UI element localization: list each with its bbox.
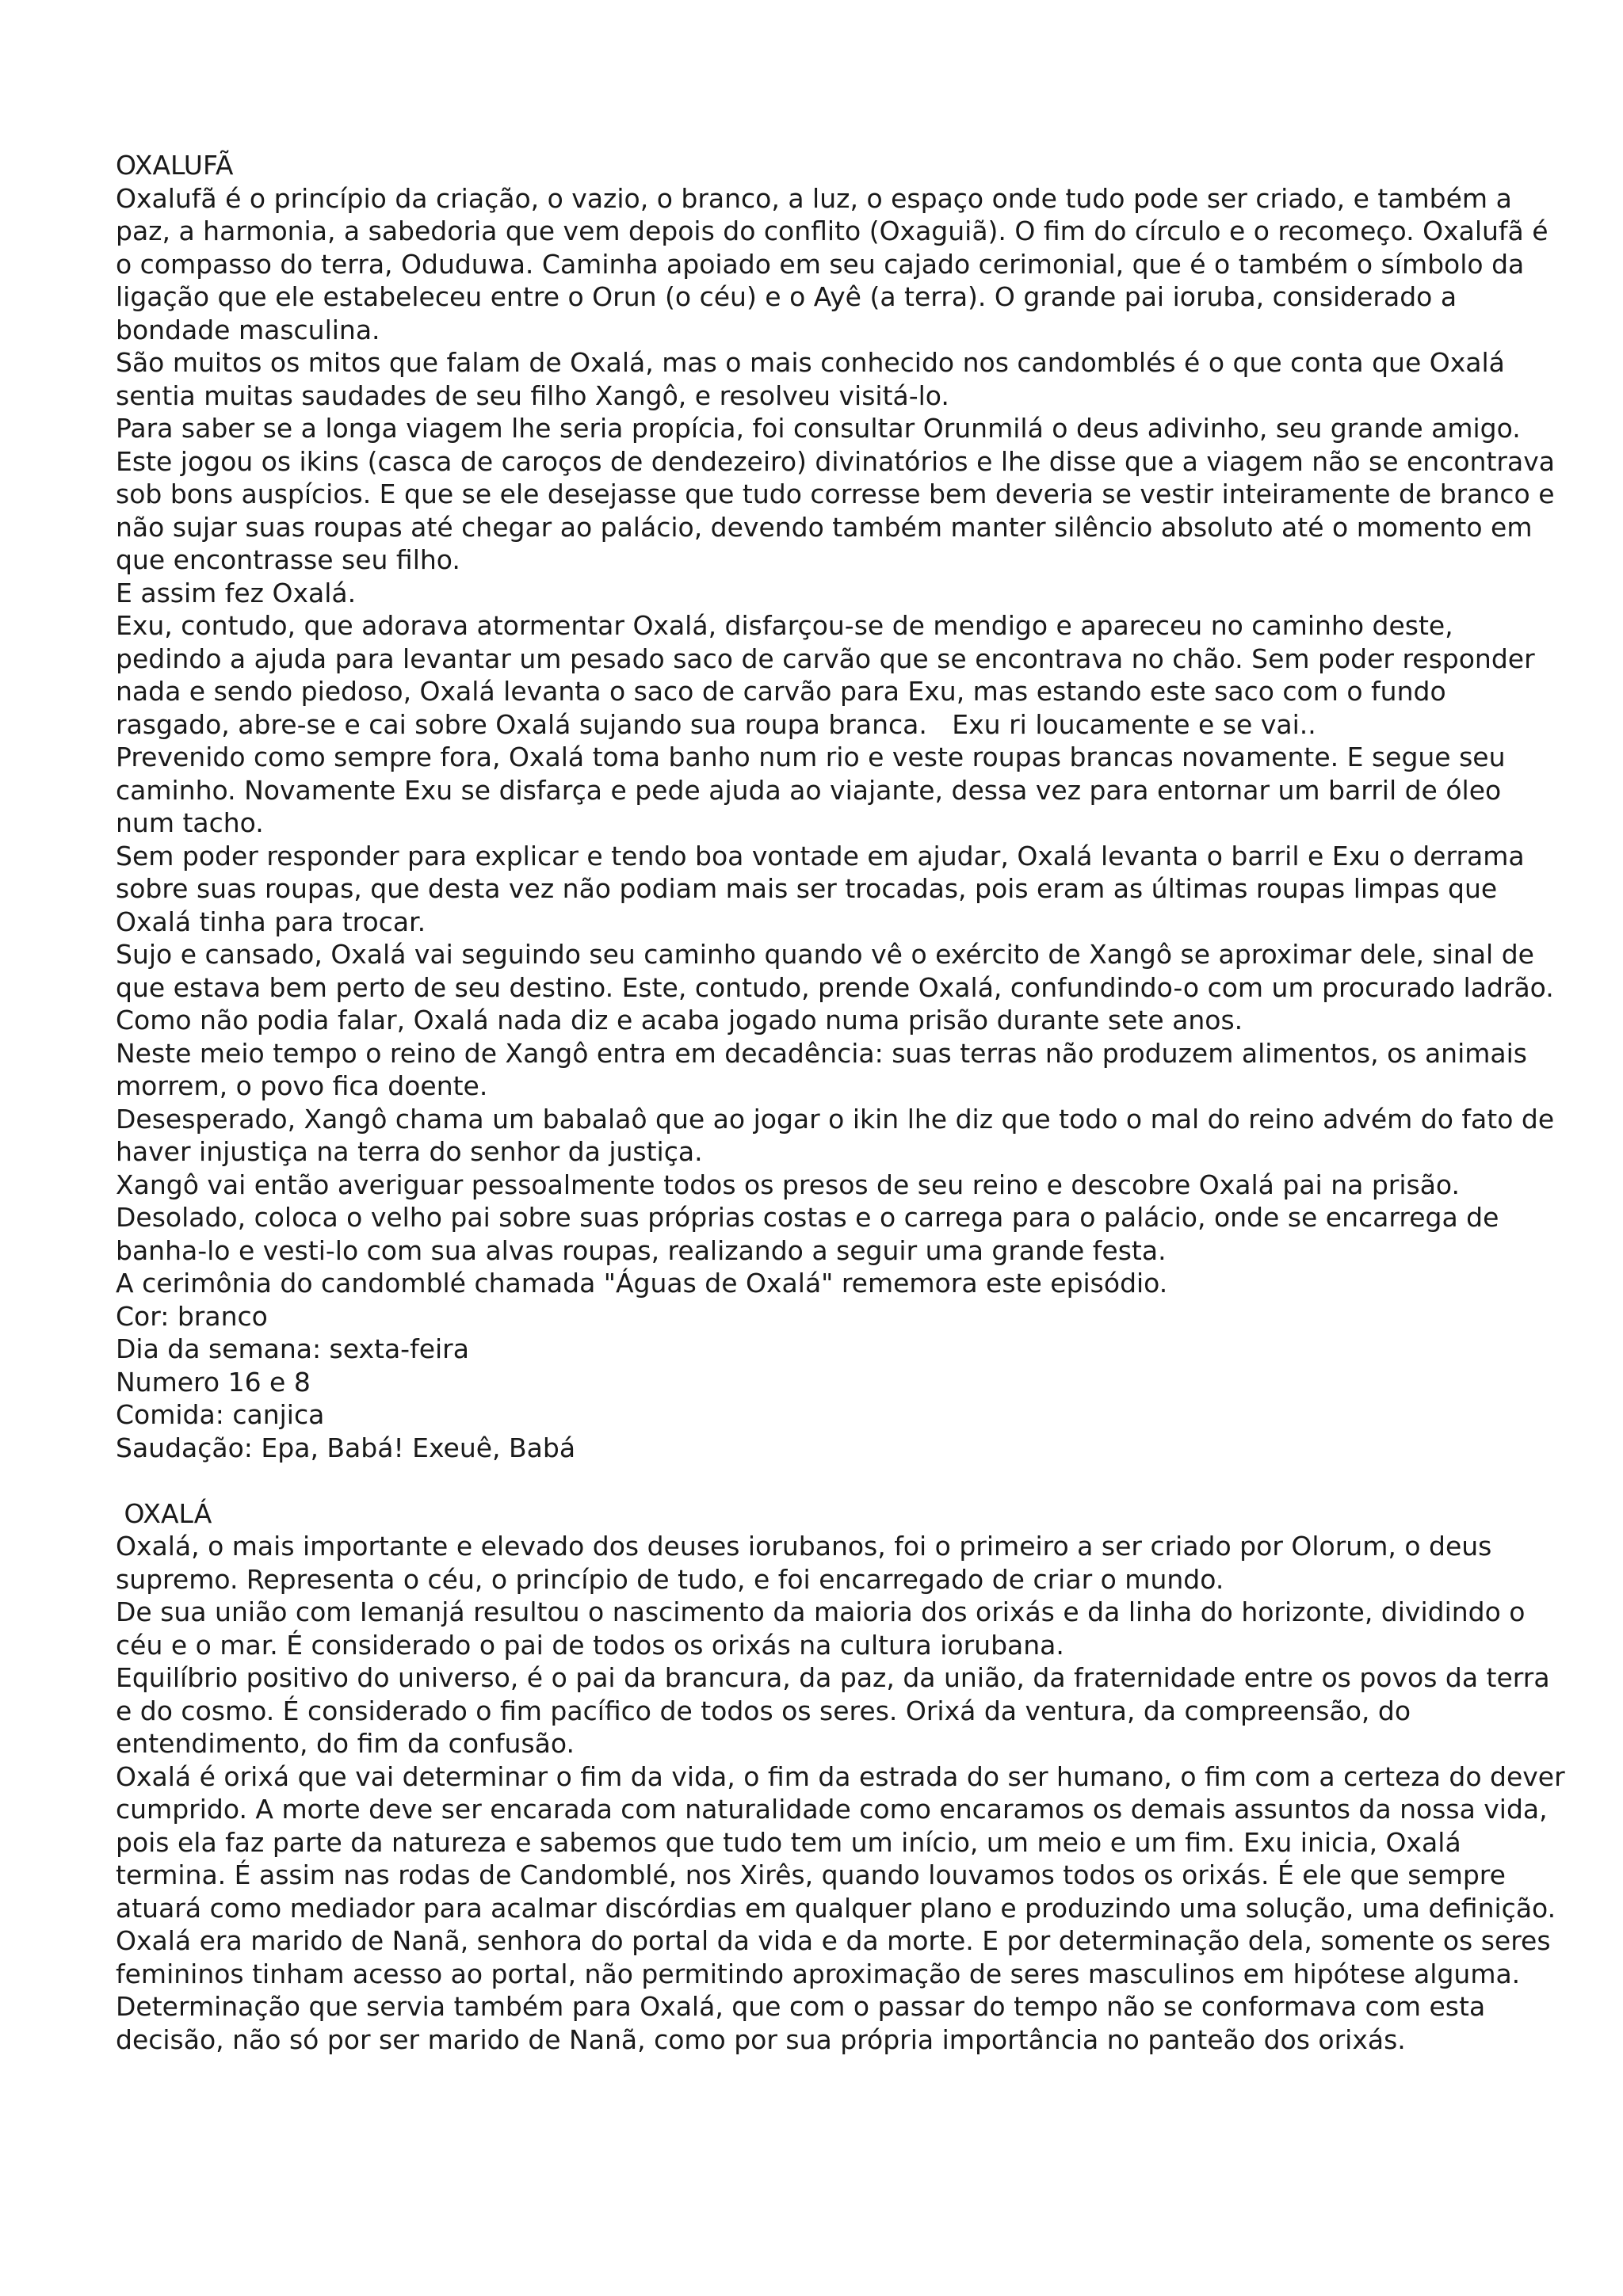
paragraph: De sua união com Iemanjá resultou o nascimento da maioria dos orixás e da linha do horizonte, dividindo o céu e o mar. É considerado o pai de todos os orixás na cultura iorubana. (116, 1596, 1533, 1661)
paragraph: Equilíbrio positivo do universo, é o pai da brancura, da paz, da união, da fraternidade entre os povos da terra e do cosmo. É considerado o fim pacífico de todos os seres. Orixá da ventura, da compreensão, do entendimento, do fim da confusão. (116, 1662, 1559, 1759)
paragraph: Oxalá era marido de Nanã, senhora do portal da vida e da morte. E por determinação dela, somente os seres femininos tinham acesso ao portal, não permitindo aproximação de seres masculinos em hipótese alguma. Determinação que servia também para Oxalá, que com o passar do tempo não se conformava com esta decisão, não só por ser marido de Nanã, como por sua própria importância no panteão dos orixás. (116, 1925, 1560, 2055)
paragraph: Oxalufã é o princípio da criação, o vazio, o branco, a luz, o espaço onde tudo pode ser criado, e também a paz, a harmonia, a sabedoria que vem depois do conflito (Oxaguiã). O fim do círculo e o recomeço. Oxalufã é o compasso do terra, Oduduwa. Caminha apoiado em seu cajado cerimonial, que é o também o símbolo da ligação que ele estabeleceu entre o Orun (o céu) e o Ayê (a terra). O grande pai ioruba, considerado a bondade masculina. (116, 182, 1557, 345)
paragraph: Desesperado, Xangô chama um babalaô que ao jogar o ikin lhe diz que todo o mal do reino advém do fato de haver injustiça na terra do senhor da justiça. (116, 1103, 1563, 1167)
paragraph: São muitos os mitos que falam de Oxalá, mas o mais conhecido nos candomblés é o que conta que Oxalá sentia muitas saudades de seu filho Xangô, e resolveu visitá-lo. (116, 347, 1514, 411)
paragraph: Xangô vai então averiguar pessoalmente todos os presos de seu reino e descobre Oxalá pai na prisão. Desolado, coloca o velho pai sobre suas próprias costas e o carrega para o palácio, onde se encarrega de banha-lo e vesti-lo com sua alvas roupas, realizando a seguir uma grande festa. (116, 1169, 1507, 1266)
paragraph: Oxalá, o mais importante e elevado dos deuses iorubanos, foi o primeiro a ser criado por Olorum, o deus supremo. Representa o céu, o princípio de tudo, e foi encarregado de criar o mundo. (116, 1531, 1500, 1595)
fact-color: Cor: branco (116, 1300, 268, 1332)
paragraph: Prevenido como sempre fora, Oxalá toma banho num rio e veste roupas brancas novamente. E segue seu caminho. Novamente Exu se disfarça e pede ajuda ao viajante, dessa vez para entornar um barril de óleo num tacho. (116, 742, 1514, 838)
paragraph: Sem poder responder para explicar e tendo boa vontade em ajudar, Oxalá levanta o barril e Exu o derrama sobre suas roupas, que desta vez não podiam mais ser trocadas, pois eram as últimas roupas limpas que Oxalá tinha para trocar. (116, 840, 1533, 937)
paragraph: Oxalá é orixá que vai determinar o fim da vida, o fim da estrada do ser humano, o fim com a certeza do dever cumprido. A morte deve ser encarada com naturalidade como encaramos os demais assuntos da nossa vida, pois ela faz parte da natureza e sabemos que tudo tem um início, um meio e um fim. Exu inicia, Oxalá termina. É assim nas rodas de Candomblé, nos Xirês, quando louvamos todos os orixás. É ele que sempre atuará como mediador para acalmar discórdias em qualquer plano e produzindo uma solução, uma definição. (116, 1760, 1574, 1924)
fact-greeting: Saudação: Epa, Babá! Exeuê, Babá (116, 1432, 576, 1463)
paragraph: Neste meio tempo o reino de Xangô entra em decadência: suas terras não produzem alimentos, os animais morrem, o povo fica doente. (116, 1037, 1536, 1101)
section-gap (116, 1464, 1566, 1497)
paragraph: Sujo e cansado, Oxalá vai seguindo seu caminho quando vê o exército de Xangô se aproximar dele, sinal de que estava bem perto de seu destino. Este, contudo, prende Oxalá, confundindo-o com um procurado ladrão. Como não podia falar, Oxalá nada diz e acaba jogado numa prisão durante sete anos. (116, 939, 1563, 1035)
section-title-oxala: OXALÁ (116, 1497, 212, 1529)
paragraph: A cerimônia do candomblé chamada "Águas de Oxalá" rememora este episódio. (116, 1268, 1168, 1299)
paragraph: Para saber se a longa viagem lhe seria propícia, foi consultar Orunmilá o deus adivinho, seu grande amigo. Este jogou os ikins (casca de caroços de dendezeiro) divinatórios e lhe disse que a viagem não se encontrava sob bons auspícios. E que se ele desejasse que tudo corresse bem deveria se vestir inteiramente de branco e não sujar suas roupas até chegar ao palácio, devendo também manter silêncio absoluto até o momento em que encontrasse seu filho. (116, 413, 1564, 575)
section-oxala (116, 1497, 1574, 2057)
document-page (116, 149, 1574, 2056)
fact-number: Numero 16 e 8 (116, 1366, 311, 1398)
fact-weekday: Dia da semana: sexta-feira (116, 1333, 469, 1364)
fact-food: Comida: canjica (116, 1399, 325, 1430)
paragraph: Exu, contudo, que adorava atormentar Oxalá, disfarçou-se de mendigo e apareceu no caminho deste, pedindo a ajuda para levantar um pesado saco de carvão que se encontrava no chão. Sem poder responder nada e sendo piedoso, Oxalá levanta o saco de carvão para Exu, mas estando este saco com o fundo rasgado, abre-se e cai sobre Oxalá sujando sua roupa branca. Exu ri loucamente e se vai.. (116, 610, 1544, 740)
section-oxalufa (116, 149, 1566, 1464)
paragraph: E assim fez Oxalá. (116, 577, 357, 608)
section-title-oxalufa: OXALUFÃ (116, 150, 234, 181)
